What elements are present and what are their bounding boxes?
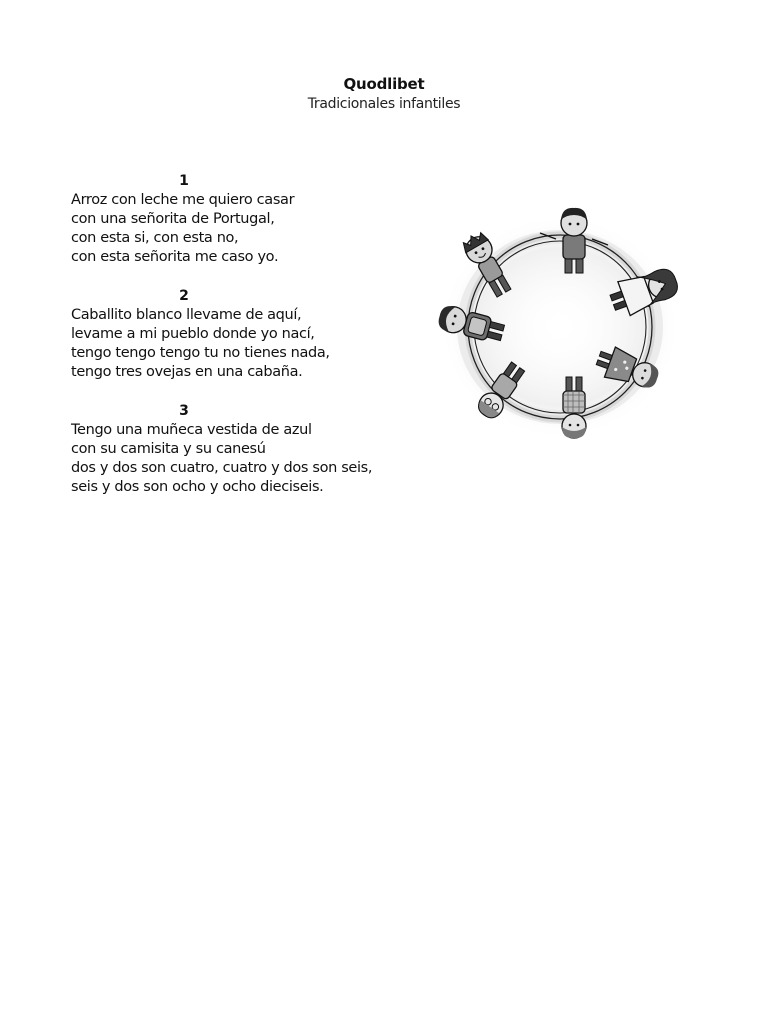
verse-line: seis y dos son ocho y ocho dieciseis.	[71, 479, 324, 495]
document-header	[0, 74, 768, 114]
verse-line: dos y dos son cuatro, cuatro y dos son seis,	[71, 460, 373, 476]
verse-line: levame a mi pueblo donde yo nací,	[71, 326, 315, 342]
verse-line: con su camisita y su canesú	[71, 441, 266, 457]
song-2	[71, 287, 411, 382]
song-number: 1	[179, 173, 189, 189]
verse-line: tengo tres ovejas en una cabaña.	[71, 364, 303, 380]
children-holding-hands-circle-illustration	[410, 195, 710, 470]
verse-line: tengo tengo tengo tu no tienes nada,	[71, 345, 330, 361]
verse-line: con esta señorita me caso yo.	[71, 249, 279, 265]
verse-line: Tengo una muñeca vestida de azul	[71, 422, 312, 438]
document-subtitle: Tradicionales infantiles	[307, 96, 461, 112]
verse-line: con una señorita de Portugal,	[71, 211, 275, 227]
children-circle-drawing	[410, 195, 710, 470]
song-1	[71, 172, 411, 267]
verse-line: Caballito blanco llevame de aquí,	[71, 307, 302, 323]
document-title: Quodlibet	[343, 75, 425, 93]
song-number: 2	[179, 288, 189, 304]
verse-line: con esta si, con esta no,	[71, 230, 239, 246]
song-3	[71, 402, 411, 497]
song-number: 3	[179, 403, 189, 419]
verse-line: Arroz con leche me quiero casar	[71, 192, 295, 208]
